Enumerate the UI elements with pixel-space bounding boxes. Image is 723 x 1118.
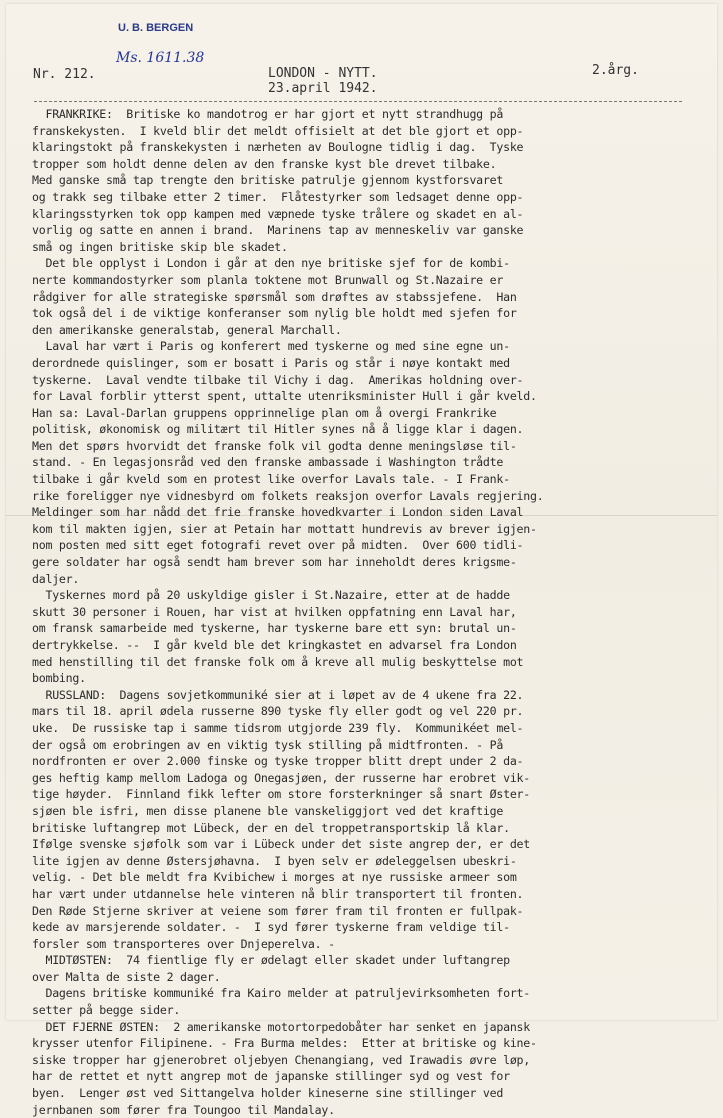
text-line: klaringsstyrken tok opp kampen med væpnede tyske trålere og skadet en al-	[32, 206, 524, 221]
newsletter-date: 23.april 1942.	[268, 81, 378, 96]
text-line: klaringstokt på franskekysten i nærheten av Boulogne tidlig i dag. Tyske	[32, 140, 524, 155]
text-line: har de rettet et nytt angrep mot de japanske stillinger syd og vest for	[32, 1069, 510, 1084]
volume-year: 2.årg.	[592, 63, 639, 78]
text-line: nom posten med sitt eget fotografi revet over på midten. Over 600 tidli-	[32, 538, 524, 553]
text-line: med henstilling til det franske folk om å kreve all mulig beskyttelse mot	[32, 654, 524, 669]
text-line: tyskerne. Laval vendte tilbake til Vichy i dag. Amerikas holdning over-	[32, 372, 524, 387]
text-line: uke. De russiske tap i samme tidsrom utgjorde 239 fly. Kommunikéet mel-	[32, 720, 524, 735]
text-line: dertrykkelse. -- I går kveld ble det kringkastet en advarsel fra London	[32, 638, 517, 652]
text-line: skutt 30 personer i Rouen, har vist at hvilken oppfatning enn Laval har,	[32, 604, 517, 619]
text-line: Den Røde Stjerne skriver at veiene som fører fram til fronten er fullpak-	[32, 903, 524, 918]
text-line: velig. - Det ble meldt fra Kvibichew i morges at nye russiske armeer som	[32, 870, 517, 885]
text-line: tilbake i går kveld som en protest like overfor Lavals tale. - I Frank-	[32, 472, 510, 487]
text-line: rådgiver for alle strategiske spørsmål som drøftes av stabssjefene. Han	[32, 289, 517, 304]
issue-number: Nr. 212.	[33, 67, 96, 82]
text-line: Det ble opplyst i London i går at den nye britiske sjef for de kombi-	[32, 256, 510, 271]
document-body	[32, 106, 692, 1118]
text-line: DET FJERNE ØSTEN: 2 amerikanske motortorpedobåter har senket en japansk	[32, 1019, 531, 1034]
text-line: bombing.	[32, 671, 86, 686]
text-line: siske tropper har gjenerobret oljebyen Chenangiang, ved Irawadis øvre løp,	[32, 1052, 531, 1067]
text-line: lite igjen av denne Østersjøhavna. I byen selv er ødeleggelsen ubeskri-	[32, 853, 517, 868]
text-line: MIDTØSTEN: 74 fientlige fly er ødelagt eller skadet under luftangrep	[32, 953, 510, 968]
text-line: politisk, økonomisk og militært til Hitler synes nå å ligge klar i dagen.	[32, 422, 524, 437]
stamp-institution: U. B. BERGEN	[118, 22, 194, 34]
text-line: tropper som holdt denne delen av den franske kyst ble drevet tilbake.	[32, 156, 497, 171]
text-line: Med ganske små tap trengte den britiske patrulje gjennom kystforsvaret	[32, 173, 504, 188]
text-line: stand. - En legasjonsråd ved den franske ambassade i Washington trådte	[32, 455, 504, 470]
text-line: nordfronten er over 2.000 finske og tyske tropper blitt drept under 2 da-	[32, 754, 524, 769]
text-line: Meldinger som har nådd det frie franske hovedkvarter i London siden Laval	[32, 505, 524, 520]
text-line: sjøen ble isfri, men disse planene ble vanskeliggjort ved det kraftige	[32, 803, 504, 818]
text-line: nerte kommandostyrker som planla toktene mot Brunwall og St.Nazaire er	[32, 272, 504, 287]
text-line: for Laval forblir ytterst spent, uttalte utenriksminister Hull i går kveld.	[32, 389, 537, 404]
text-line: Men det spørs hvorvidt det franske folk vil godta denne meningsløse til-	[32, 438, 517, 453]
text-line: har vært under utdannelse hele vinteren nå blir transportert til fronten.	[32, 886, 524, 901]
text-line: derordnede quislinger, som er bosatt i Paris og står i nøye kontakt med	[32, 355, 510, 370]
text-line: Ifølge svenske sjøfolk som var i Lübeck under det siste angrep der, er det	[32, 837, 531, 852]
text-line: mars til 18. april ødela russerne 890 tyske fly eller godt og vel 220 pr.	[32, 704, 524, 719]
text-line: byen. Lenger øst ved Sittangelva holder kineserne sine stillinger ved	[32, 1086, 504, 1101]
text-line: Han sa: Laval-Darlan gruppens opprinnelige plan om å overgi Frankrike	[32, 405, 497, 420]
text-line: gere soldater har også sendt ham brever som har inneholdt deres krigsme-	[32, 555, 517, 570]
text-line: Laval har vært i Paris og konferert med tyskerne og med sine egne un-	[32, 339, 510, 354]
text-line: britiske luftangrep mot Lübeck, der en del troppetransportskip lå klar.	[32, 820, 510, 835]
text-line: over Malta de siste 2 dager.	[32, 969, 221, 984]
text-line: setter på begge sider.	[32, 1003, 181, 1018]
text-line: små og ingen britiske skip ble skadet.	[32, 239, 288, 254]
text-line: jernbanen som fører fra Toungoo til Mandalay.	[32, 1102, 335, 1117]
text-line: kede av marsjerende soldater. - I syd fører tyskerne fram veldige til-	[32, 920, 510, 935]
text-line: der også om erobringen av en viktig tysk stilling på midtfronten. - På	[32, 737, 504, 752]
text-line: kom til makten igjen, sier at Petain har mottatt hundrevis av brever igjen-	[32, 521, 537, 536]
text-line: daljer.	[32, 571, 80, 586]
manuscript-number: Ms. 1611.38	[116, 50, 205, 66]
text-line: krysser utenfor Filipinene. - Fra Burma meldes: Etter at britiske og kine-	[32, 1036, 537, 1051]
newsletter-title: LONDON - NYTT.	[268, 66, 378, 81]
text-line: forsler som transporteres over Dnjeperelva. -	[32, 936, 335, 951]
text-line: den amerikanske generalstab, general Marchall.	[32, 322, 342, 337]
text-line: franskekysten. I kveld blir det meldt offisielt at det ble gjort et opp-	[32, 123, 524, 138]
text-line: tok også del i de viktige konferanser som nylig ble holdt med sjefen for	[32, 306, 517, 321]
text-line: Tyskernes mord på 20 uskyldige gisler i St.Nazaire, etter at de hadde	[32, 588, 510, 603]
text-line: vorlig og satte en annen i brand. Marinens tap av menneskeliv var ganske	[32, 223, 524, 238]
library-stamp	[116, 22, 205, 66]
text-line: ges heftig kamp mellom Ladoga og Onegasjøen, der russerne har erobret vik-	[32, 770, 531, 785]
text-line: FRANKRIKE: Britiske ko mandotrog er har gjort et nytt strandhugg på	[32, 107, 504, 121]
text-line: om fransk samarbeide med tyskerne, har tyskerne bare ett syn: brutal un-	[32, 621, 517, 636]
text-line: rike foreligger nye vidnesbyrd om folkets reaksjon overfor Lavals regjering.	[32, 488, 544, 503]
text-line: Dagens britiske kommuniké fra Kairo melder at patruljevirksomheten fort-	[32, 986, 531, 1001]
text-line: tige høyder. Finnland fikk lefter om store forsterkninger så snart Øster-	[32, 787, 531, 802]
header-divider	[34, 101, 682, 102]
text-line: og trakk seg tilbake etter 2 timer. Flåtestyrker som ledsaget denne opp-	[32, 189, 524, 204]
text-line: RUSSLAND: Dagens sovjetkommuniké sier at i løpet av de 4 ukene fra 22.	[32, 687, 524, 702]
